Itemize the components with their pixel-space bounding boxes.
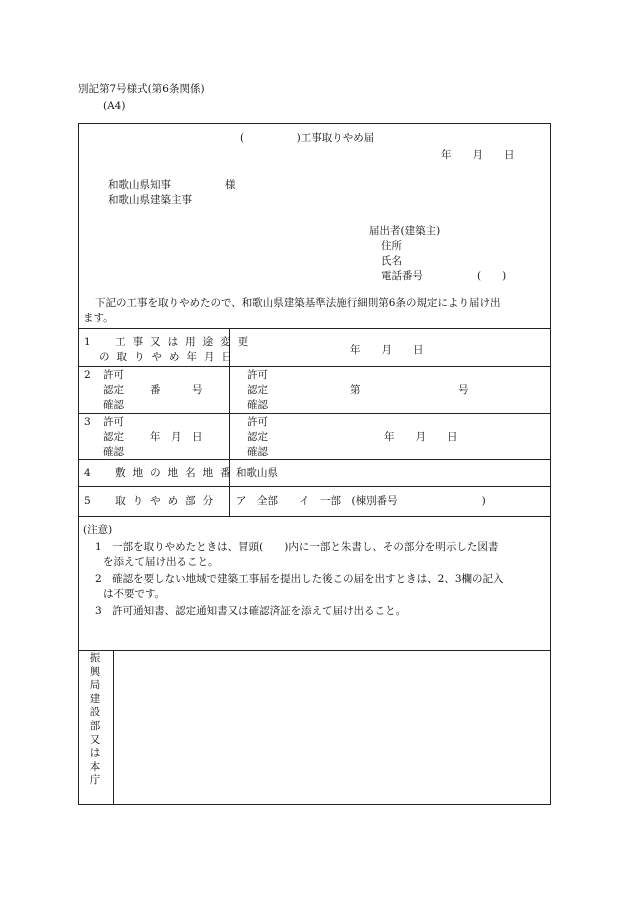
row2-value-dai: 第 <box>350 384 361 396</box>
row3-value-kyoka: 許可 <box>247 416 268 428</box>
recipient-governor: 和歌山県知事 <box>108 179 171 191</box>
row2-nintei: 認定 <box>103 384 124 396</box>
row3-kyoka: 許可 <box>103 416 124 428</box>
row3-ymd: 年 月 日 <box>150 431 203 443</box>
row5-label: 5 取りやめ部分 <box>84 495 221 507</box>
row2-value-kyoka: 許可 <box>247 369 268 381</box>
row2-bango: 番 号 <box>150 384 203 396</box>
note1-line1: 1 一部を取りやめたときは、冒頭( )内に一部と朱書し、その部分を明示した図書 <box>95 541 499 553</box>
row1-value-date: 年 月 日 <box>350 344 424 356</box>
row3-value-date: 年 月 日 <box>384 431 458 443</box>
form-title: ( )工事取りやめ届 <box>240 132 375 144</box>
divider-statement <box>78 328 551 329</box>
phone-label: 電話番号 <box>381 270 423 282</box>
form-frame <box>78 123 551 805</box>
phone-paren: ( ) <box>477 270 507 282</box>
row1-label-a: 1 工事又は用途変更 <box>84 336 256 348</box>
row3-kakunin: 確認 <box>103 446 124 458</box>
row2-kyoka: 許可 <box>103 369 124 381</box>
row1-label-b: の取りやめ年月日 <box>99 351 239 363</box>
honorific: 様 <box>225 179 236 191</box>
row2-value-nintei: 認定 <box>247 384 268 396</box>
statement-line2: ます。 <box>83 312 114 324</box>
divider-row4 <box>78 486 551 487</box>
row3-nintei: 認定 <box>103 431 124 443</box>
row2-kakunin: 確認 <box>103 399 124 411</box>
row5-value: ア 全部 イ 一部 (棟別番号 ) <box>236 495 486 507</box>
notes-heading: (注意) <box>83 524 113 536</box>
form-number-label: 別記第7号様式(第6条関係) <box>78 83 205 95</box>
address-label: 住所 <box>381 240 402 252</box>
row4-label: 4 敷地の地名地番 <box>84 467 238 479</box>
divider-row1 <box>78 366 551 367</box>
row3-value-nintei: 認定 <box>247 431 268 443</box>
row2-value-kakunin: 確認 <box>247 399 268 411</box>
note2-line1: 2 確認を要しない地域で建築工事届を提出した後この届を出すときは、2、3欄の記入 <box>95 573 504 585</box>
submission-date: 年 月 日 <box>441 149 515 161</box>
row3-number: 3 <box>84 416 91 428</box>
row4-value: 和歌山県 <box>236 467 278 479</box>
statement-line1: 下記の工事を取りやめたので、和歌山県建築基準法施行細則第6条の規定により届け出 <box>95 297 501 309</box>
note1-line2: を添えて届け出ること。 <box>103 556 219 568</box>
note3: 3 許可通知書、認定通知書又は確認済証を添えて届け出ること。 <box>95 605 407 617</box>
office-column-divider <box>113 650 114 805</box>
applicant-label: 届出者(建築主) <box>369 225 441 237</box>
recipient-building-official: 和歌山県建築主事 <box>108 194 192 206</box>
row2-number: 2 <box>84 369 91 381</box>
office-vertical-label: 振興局建設部又は本庁 <box>89 652 101 787</box>
row2-value-go: 号 <box>458 384 469 396</box>
divider-row2 <box>78 413 551 414</box>
divider-notes <box>78 650 551 651</box>
paper-size-label: (A4) <box>103 100 126 112</box>
name-label: 氏名 <box>381 255 402 267</box>
row3-value-kakunin: 確認 <box>247 446 268 458</box>
divider-row5 <box>78 516 551 517</box>
note2-line2: は不要です。 <box>103 588 166 600</box>
divider-row3 <box>78 459 551 460</box>
